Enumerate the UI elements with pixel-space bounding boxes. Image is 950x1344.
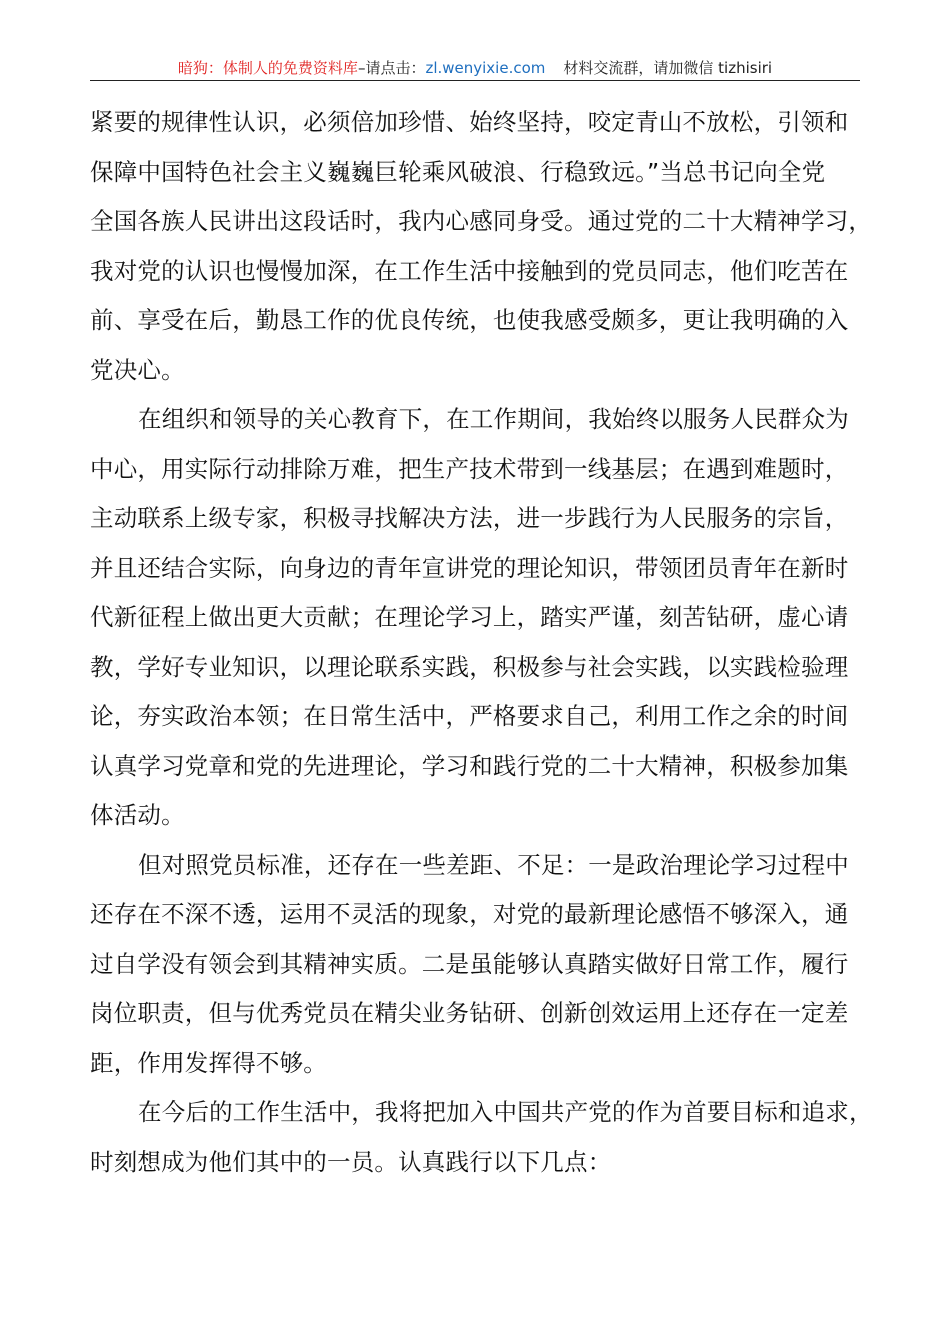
- header-link[interactable]: zl.wenyixie.com: [425, 59, 546, 77]
- text-line: 并且还结合实际，向身边的青年宣讲党的理论知识，带领团员青年在新时: [90, 553, 849, 582]
- text-line: 认真学习党章和党的先进理论，学习和践行党的二十大精神，积极参加集: [90, 751, 849, 780]
- text-line: 还存在不深不透，运用不灵活的现象，对党的最新理论感悟不够深入，通: [90, 900, 849, 928]
- text-line: 过自学没有领会到其精神实质。二是虽能够认真踏实做好日常工作，履行: [90, 949, 849, 978]
- text-line: 我对党的认识也慢慢加深，在工作生活中接触到的党员同志，他们吃苦在: [90, 256, 849, 285]
- text-line: 教，学好专业知识，以理论联系实践，积极参与社会实践，以实践检验理: [90, 652, 849, 681]
- document-body: [90, 98, 873, 1187]
- text-line: 全国各族人民讲出这段话时，我内心感同身受。通过党的二十大精神学习，: [90, 207, 873, 235]
- page-header: [90, 58, 860, 81]
- text-line: 距，作用发挥得不够。: [90, 1048, 327, 1077]
- paragraph: [90, 841, 870, 1089]
- text-line: 但对照党员标准，还存在一些差距、不足：一是政治理论学习过程中: [138, 850, 849, 879]
- paragraph: [90, 395, 870, 841]
- paragraph: [90, 98, 873, 395]
- text-line: 前、享受在后，勤恳工作的优良传统，也使我感受颇多，更让我明确的入: [90, 306, 849, 334]
- text-line: 代新征程上做出更大贡献；在理论学习上，踏实严谨，刻苦钻研，虚心请: [90, 603, 849, 631]
- header-wechat: 材料交流群，请加微信 tizhisiri: [563, 59, 773, 77]
- text-line: 岗位职责，但与优秀党员在精尖业务钻研、创新创效运用上还存在一定差: [90, 999, 849, 1027]
- text-line: 时刻想成为他们其中的一员。认真践行以下几点：: [90, 1147, 612, 1176]
- header-brand: 暗狗：体制人的免费资料库: [177, 59, 358, 77]
- text-line: 体活动。: [90, 801, 185, 829]
- paragraph: [90, 1088, 873, 1187]
- text-line: 党决心。: [90, 355, 185, 384]
- text-line: 论，夯实政治本领；在日常生活中，严格要求自己，利用工作之余的时间: [90, 702, 849, 730]
- text-line: 紧要的规律性认识，必须倍加珍惜、始终坚持，咬定青山不放松，引领和: [90, 108, 849, 136]
- header-click-prompt: –请点击：: [357, 59, 426, 77]
- text-line: 主动联系上级专家，积极寻找解决方法，进一步践行为人民服务的宗旨，: [90, 504, 849, 532]
- text-line: 在今后的工作生活中，我将把加入中国共产党的作为首要目标和追求，: [138, 1098, 873, 1126]
- text-line: 中心，用实际行动排除万难，把生产技术带到一线基层；在遇到难题时，: [90, 454, 849, 483]
- text-line: 在组织和领导的关心教育下，在工作期间，我始终以服务人民群众为: [138, 405, 849, 433]
- text-line: 保障中国特色社会主义巍巍巨轮乘风破浪、行稳致远。”当总书记向全党: [90, 157, 826, 186]
